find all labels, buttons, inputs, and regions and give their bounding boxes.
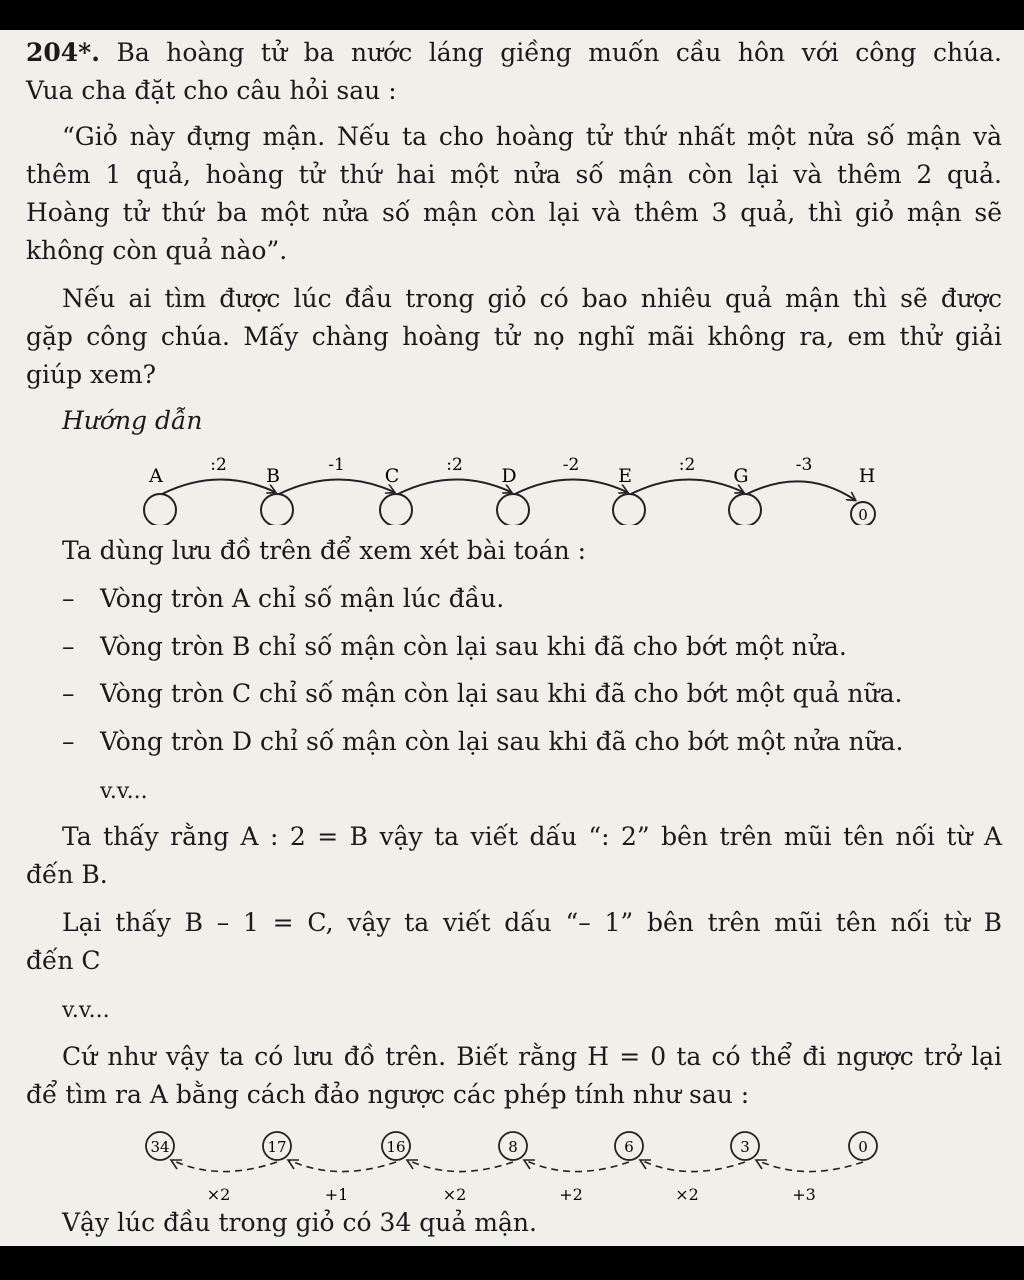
list-item-text: Vòng tròn C chỉ số mận còn lại sau khi đã cho bớt một quả nữa. — [100, 679, 903, 708]
problem-line-1 — [26, 34, 1002, 72]
node-circle — [497, 494, 529, 525]
node-label: G — [733, 465, 749, 487]
node-label: H — [858, 465, 876, 487]
textbook-page — [0, 30, 1024, 1246]
etc-note: v.v... — [62, 998, 110, 1023]
dashed-arrow — [757, 1160, 863, 1172]
quote-line-4: không còn quả nào”. — [26, 236, 288, 265]
operation-label: :2 — [446, 455, 463, 475]
operation-label: ×2 — [206, 1185, 231, 1202]
operation-label: :2 — [210, 455, 227, 475]
explain-d-line-1: Cứ như vậy ta có lưu đồ trên. Biết rằng H = 0 ta có thể đi ngược trở lại — [62, 1042, 1002, 1071]
operation-label: +3 — [792, 1185, 816, 1202]
conclusion: Vậy lúc đầu trong giỏ có 34 quả mận. — [62, 1208, 537, 1237]
operation-label: :2 — [678, 455, 696, 475]
operation-label: -2 — [562, 455, 580, 475]
operation-label: +2 — [559, 1185, 583, 1202]
explain-d-line-2: để tìm ra A bằng cách đảo ngược các phép tính như sau : — [26, 1080, 750, 1109]
flow-arrow — [747, 481, 855, 500]
explain-b-line-2: đến B. — [26, 860, 108, 889]
value-label: 34 — [150, 1138, 170, 1156]
explain-c-line-2: đến C — [26, 946, 101, 975]
node-label: A — [149, 465, 163, 487]
list-item — [62, 628, 847, 666]
node-circle — [380, 494, 412, 525]
backward-flow-diagram — [0, 1120, 1024, 1202]
list-item — [62, 675, 903, 713]
list-item — [62, 723, 904, 761]
list-item-text: Vòng tròn D chỉ số mận còn lại sau khi đã cho bớt một nửa nữa. — [100, 727, 904, 756]
arrowhead-icon — [756, 1160, 767, 1169]
explain-c-line-1: Lại thấy B – 1 = C, vậy ta viết dấu “– 1” bên trên mũi tên nối từ B — [62, 908, 1002, 937]
flow-arrow — [279, 479, 394, 494]
list-dash: – — [62, 727, 75, 756]
explain-b-line-1: Ta thấy rằng A : 2 = B vậy ta viết dấu “: 2” bên trên mũi tên nối từ A — [62, 822, 1002, 851]
operation-label: +1 — [324, 1185, 349, 1202]
problem-line-2: Vua cha đặt cho câu hỏi sau : — [26, 76, 397, 105]
arrowhead-icon — [171, 1160, 182, 1169]
list-dash: – — [62, 679, 75, 708]
list-item-text: Vòng tròn A chỉ số mận lúc đầu. — [100, 584, 505, 613]
value-label: 0 — [858, 1138, 868, 1156]
dashed-arrow — [641, 1160, 745, 1172]
problem-intro: Ba hoàng tử ba nước láng giềng muốn cầu hôn với công chúa. — [116, 38, 1002, 67]
list-dash: – — [62, 632, 75, 661]
dashed-arrow — [289, 1160, 396, 1172]
arrowhead-icon — [407, 1160, 418, 1169]
ask-line-3: giúp xem? — [26, 360, 157, 389]
flow-arrow — [398, 479, 511, 494]
list-dash: – — [62, 584, 75, 613]
etc-note: v.v... — [100, 779, 148, 804]
list-item — [62, 580, 504, 618]
value-label: 6 — [624, 1138, 634, 1156]
forward-flow-diagram — [0, 440, 1024, 525]
node-circle — [729, 494, 761, 525]
quote-line-1: “Giỏ này đựng mận. Nếu ta cho hoàng tử thứ nhất một nửa số mận và — [62, 122, 1002, 151]
flow-arrow — [162, 479, 275, 494]
node-circle — [613, 494, 645, 525]
value-label: 16 — [386, 1138, 406, 1156]
operation-label: -1 — [328, 455, 345, 475]
value-label: 3 — [740, 1138, 750, 1156]
node-label: E — [618, 465, 632, 487]
dashed-arrow — [172, 1160, 277, 1172]
end-node-value: 0 — [858, 506, 868, 524]
operation-label: ×2 — [675, 1185, 699, 1202]
node-circle — [144, 494, 176, 525]
arrowhead-icon — [288, 1160, 299, 1169]
node-circle — [261, 494, 293, 525]
value-label: 8 — [508, 1138, 518, 1156]
value-label: 17 — [267, 1138, 287, 1156]
guide-heading: Hướng dẫn — [62, 406, 203, 435]
quote-line-3: Hoàng tử thứ ba một nửa số mận còn lại và thêm 3 quả, thì giỏ mận sẽ — [26, 198, 1002, 227]
problem-number: 204*. — [26, 38, 100, 67]
ask-line-2: gặp công chúa. Mấy chàng hoàng tử nọ nghĩ mãi không ra, em thử giải — [26, 322, 1002, 351]
list-item-text: Vòng tròn B chỉ số mận còn lại sau khi đã cho bớt một nửa. — [100, 632, 847, 661]
ask-line-1: Nếu ai tìm được lúc đầu trong giỏ có bao nhiêu quả mận thì sẽ được — [62, 284, 1002, 313]
guide-intro: Ta dùng lưu đồ trên để xem xét bài toán : — [62, 536, 587, 565]
operation-label: -3 — [795, 455, 813, 475]
flow-arrow — [631, 479, 743, 494]
operation-label: ×2 — [442, 1185, 467, 1202]
node-label: D — [501, 465, 517, 487]
flow-arrow — [515, 479, 627, 494]
node-label: B — [266, 465, 280, 487]
dashed-arrow — [408, 1160, 513, 1172]
dashed-arrow — [525, 1160, 629, 1172]
quote-line-2: thêm 1 quả, hoàng tử thứ hai một nửa số mận còn lại và thêm 2 quả. — [26, 160, 1002, 189]
node-label: C — [384, 465, 400, 487]
